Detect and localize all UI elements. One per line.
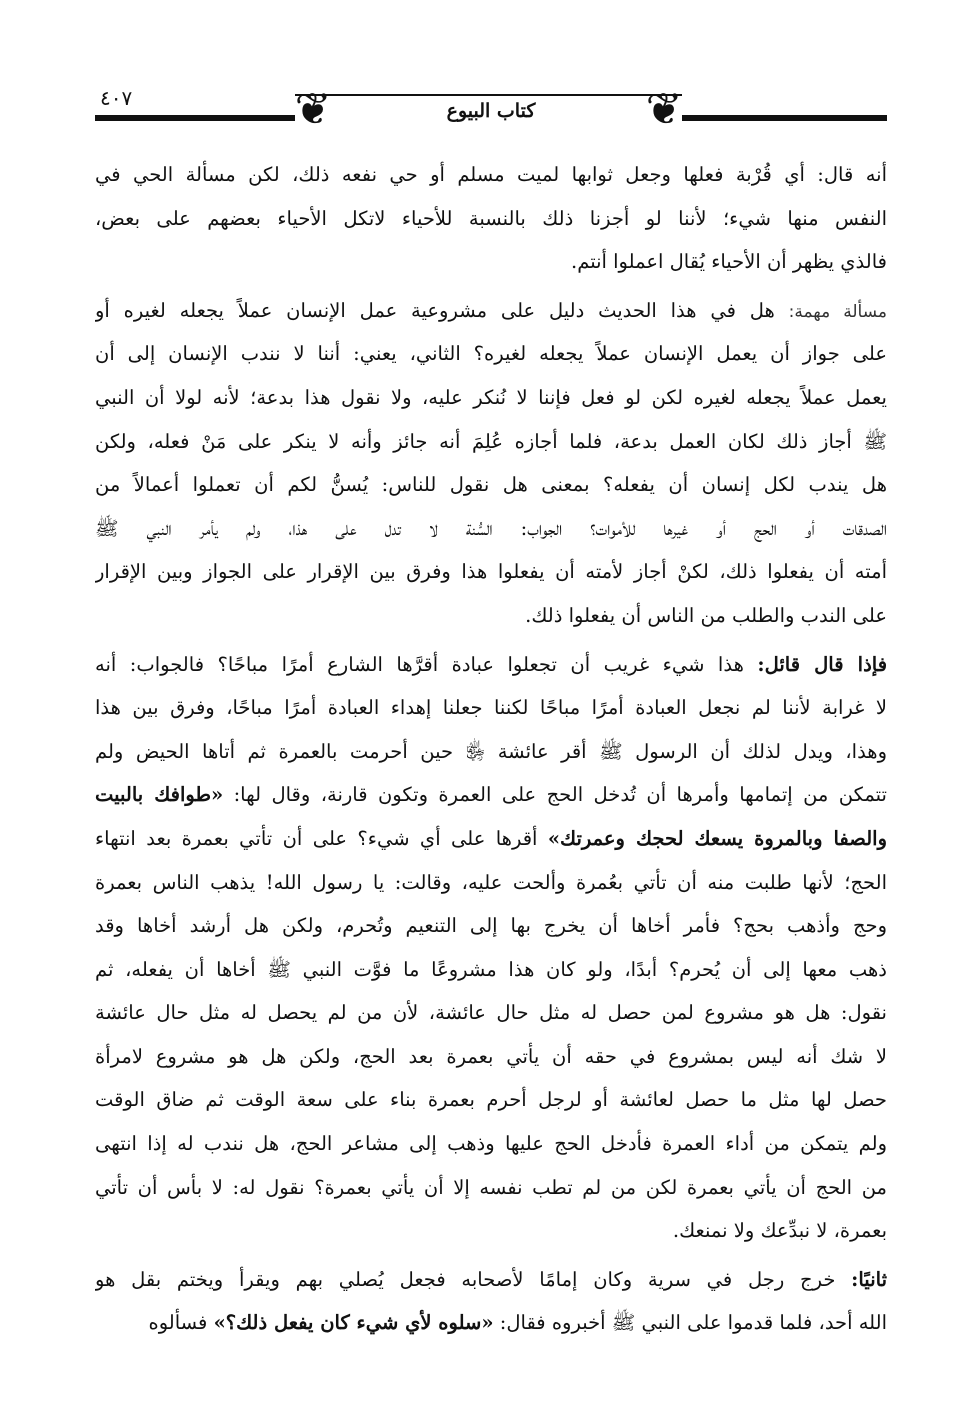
text-run: نقول: هل هو مشروع لمن حصل له مثل حال عائشة، لأن من لم يحصل له مثل حال عائشة	[95, 1001, 887, 1025]
page-number: ٤٠٧	[100, 86, 133, 110]
text-run: لا غرابة لأننا لم نجعل العبادة أمرًا مباحًا لكننا جعلنا إهداء العبادة أمرًا مباحًا، وفرق بين هذا	[95, 696, 887, 720]
header-rule-top	[295, 94, 682, 96]
text-line	[95, 1258, 887, 1302]
bold-text: «طوافك بالبيت	[95, 783, 224, 807]
text-line	[95, 376, 887, 420]
text-run: ذهب معها إلى أن يُحرم؟ أبدًا، ولو كان هذا مشروعًا ما فوَّت النبي ﷺ أخاها أن يفعله، ثم	[95, 957, 887, 981]
paragraph	[95, 643, 887, 1253]
bold-text: «سلوه لأي شيء كان يفعل ذلك؟»	[213, 1311, 494, 1335]
text-line	[95, 817, 887, 861]
text-run: يعمل عملاً يجعله لغيره لكن لو فعل فإننا لا نُنكر عليه، ولا نقول هذا بدعة؛ لأنه لولا أن النبي	[95, 385, 887, 409]
text-run: أمته أن يفعلوا ذلك، لكنْ أجاز لأمته أن يفعلوا هذا وفرق بين الإقرار على الجواز وبين الإقرار	[95, 560, 887, 584]
section-label: مسألة مهمة:	[788, 301, 887, 322]
text-line	[95, 730, 887, 774]
text-line	[95, 948, 887, 992]
text-line	[95, 1035, 887, 1079]
text-run: فسألوه	[148, 1311, 214, 1335]
text-line	[95, 197, 887, 241]
text-line	[95, 463, 887, 507]
ornament-icon: ❦	[645, 84, 683, 135]
text-run: النفس منها شيء؛ لأننا لو أجزنا ذلك بالنسبة للأحياء لاتكل الأحياء بعضهم على بعض،	[95, 206, 887, 230]
running-header	[95, 80, 887, 140]
paragraph	[95, 1258, 887, 1345]
text-line	[95, 240, 887, 284]
text-run: ﷺ أجاز ذلك لكان العمل بدعة، فلما أجازه عُلِمَ أنه جائز وأنه لا ينكر على مَنْ فعله، ولكن	[95, 429, 887, 453]
text-line	[95, 1166, 887, 1210]
text-line	[95, 1301, 887, 1345]
text-run: بعمرة، لا نبدِّعك ولا نمنعك.	[672, 1219, 887, 1243]
text-run: الحج؛ لأنها طلبت منه أن تأتي بعُمرة وألحت عليه، وقالت: يا رسول الله! يذهب الناس بعمرة	[95, 870, 887, 894]
paragraph	[95, 153, 887, 284]
chapter-title: كتاب البيوع	[446, 100, 536, 122]
text-line	[95, 1122, 887, 1166]
text-run: على الندب والطلب من الناس أن يفعلوا ذلك.	[525, 603, 887, 627]
text-line	[95, 991, 887, 1035]
text-line	[95, 507, 887, 551]
text-line	[95, 332, 887, 376]
text-run: هل يندب لكل إنسان أن يفعله؟ بمعنى هل نقول للناس: يُسنُّ لكم أن تعملوا أعمالاً من	[95, 473, 887, 497]
text-line	[95, 1209, 887, 1253]
text-run: الصدقات أو الحج أو غيرها للأموات؟ الجواب: السُّنة لا تدل على هذا، ولم يأمر النبي ﷺ	[95, 516, 887, 540]
text-run: وهذا، ويدل لذلك أن الرسول ﷺ أقر عائشة ﵂ حين أحرمت بالعمرة ثم أتاها الحيض ولم	[95, 739, 887, 763]
text-line	[95, 1078, 887, 1122]
text-line	[95, 153, 887, 197]
text-run: وحج وأذهب بحج؟ فأمر أخاها أن يخرج بها إلى التنعيم وتُحرم، ولكن هل أرشد أخاها وقد	[95, 914, 887, 938]
text-line	[95, 861, 887, 905]
text-run: أقرها على أي شيء؟ على أن تأتي بعمرة بعد انتهاء	[95, 826, 548, 850]
text-line	[95, 686, 887, 730]
text-line	[95, 289, 887, 333]
text-run: من الحج أن يأتي بعمرة لكن من لم تطب نفسه إلا أن يأتي بعمرة؟ نقول له: لا بأس أن تأتي	[95, 1175, 887, 1199]
text-line	[95, 594, 887, 638]
bold-text: ثانيًا:	[851, 1267, 887, 1291]
text-line	[95, 550, 887, 594]
paragraph	[95, 289, 887, 638]
text-line	[95, 904, 887, 948]
text-run: أنه قال: أي قُرْبة فعلها وجعل ثوابها لميت مسلم أو حي نفعه ذلك، لكن مسألة الحي في	[95, 163, 887, 186]
text-run: خرج رجل في سرية وكان إمامًا لأصحابه فجعل يُصلي بهم ويقرأ ويختم بقل هو	[95, 1267, 852, 1291]
text-line	[95, 643, 887, 687]
bold-text: والصفا وبالمروة يسعك لحجك وعمرتك»	[547, 826, 887, 850]
text-run: فالذي يظهر أن الأحياء يُقال اعملوا أنتم.	[571, 250, 887, 274]
ornament-icon: ❦	[294, 84, 332, 135]
text-run: هل في هذا الحديث دليل على مشروعية عمل الإنسان عملاً يجعله لغيره أو	[95, 298, 789, 322]
page-body	[95, 148, 887, 1345]
text-run: هذا شيء غريب أن تجعلوا عبادة أقرَّها الشارع أمرًا مباحًا؟ فالجواب: أنه	[95, 652, 758, 676]
text-run: على جواز أن يعمل الإنسان عملاً يجعله لغيره؟ الثاني، يعني: أننا لا نندب الإنسان إلى أن	[95, 342, 887, 366]
text-line	[95, 773, 887, 817]
text-run: الله أحد، فلما قدموا على النبي ﷺ أخبروه فقال:	[493, 1311, 887, 1335]
text-run: ولم يتمكن من أداء العمرة فأدخل الحج عليها وذهب إلى مشاعر الحج، هل نندب له إذا انتهى	[95, 1132, 887, 1156]
text-line	[95, 420, 887, 464]
text-run: حصل لها مثل ما حصل لعائشة أو لرجل أحرم بعمرة بناء على سعة الوقت ثم ضاق الوقت	[95, 1088, 887, 1112]
text-run: لا شك أنه ليس بمشروع في حقه أن يأتي بعمرة بعد الحج، ولكن هل هو مشروع لامرأة	[95, 1044, 887, 1068]
text-run: تتمكن من إتمامها وأمرها أن تُدخل الحج على العمرة وتكون قارنة، وقال لها:	[223, 783, 887, 807]
bold-text: فإذا قال قائل:	[757, 652, 887, 676]
